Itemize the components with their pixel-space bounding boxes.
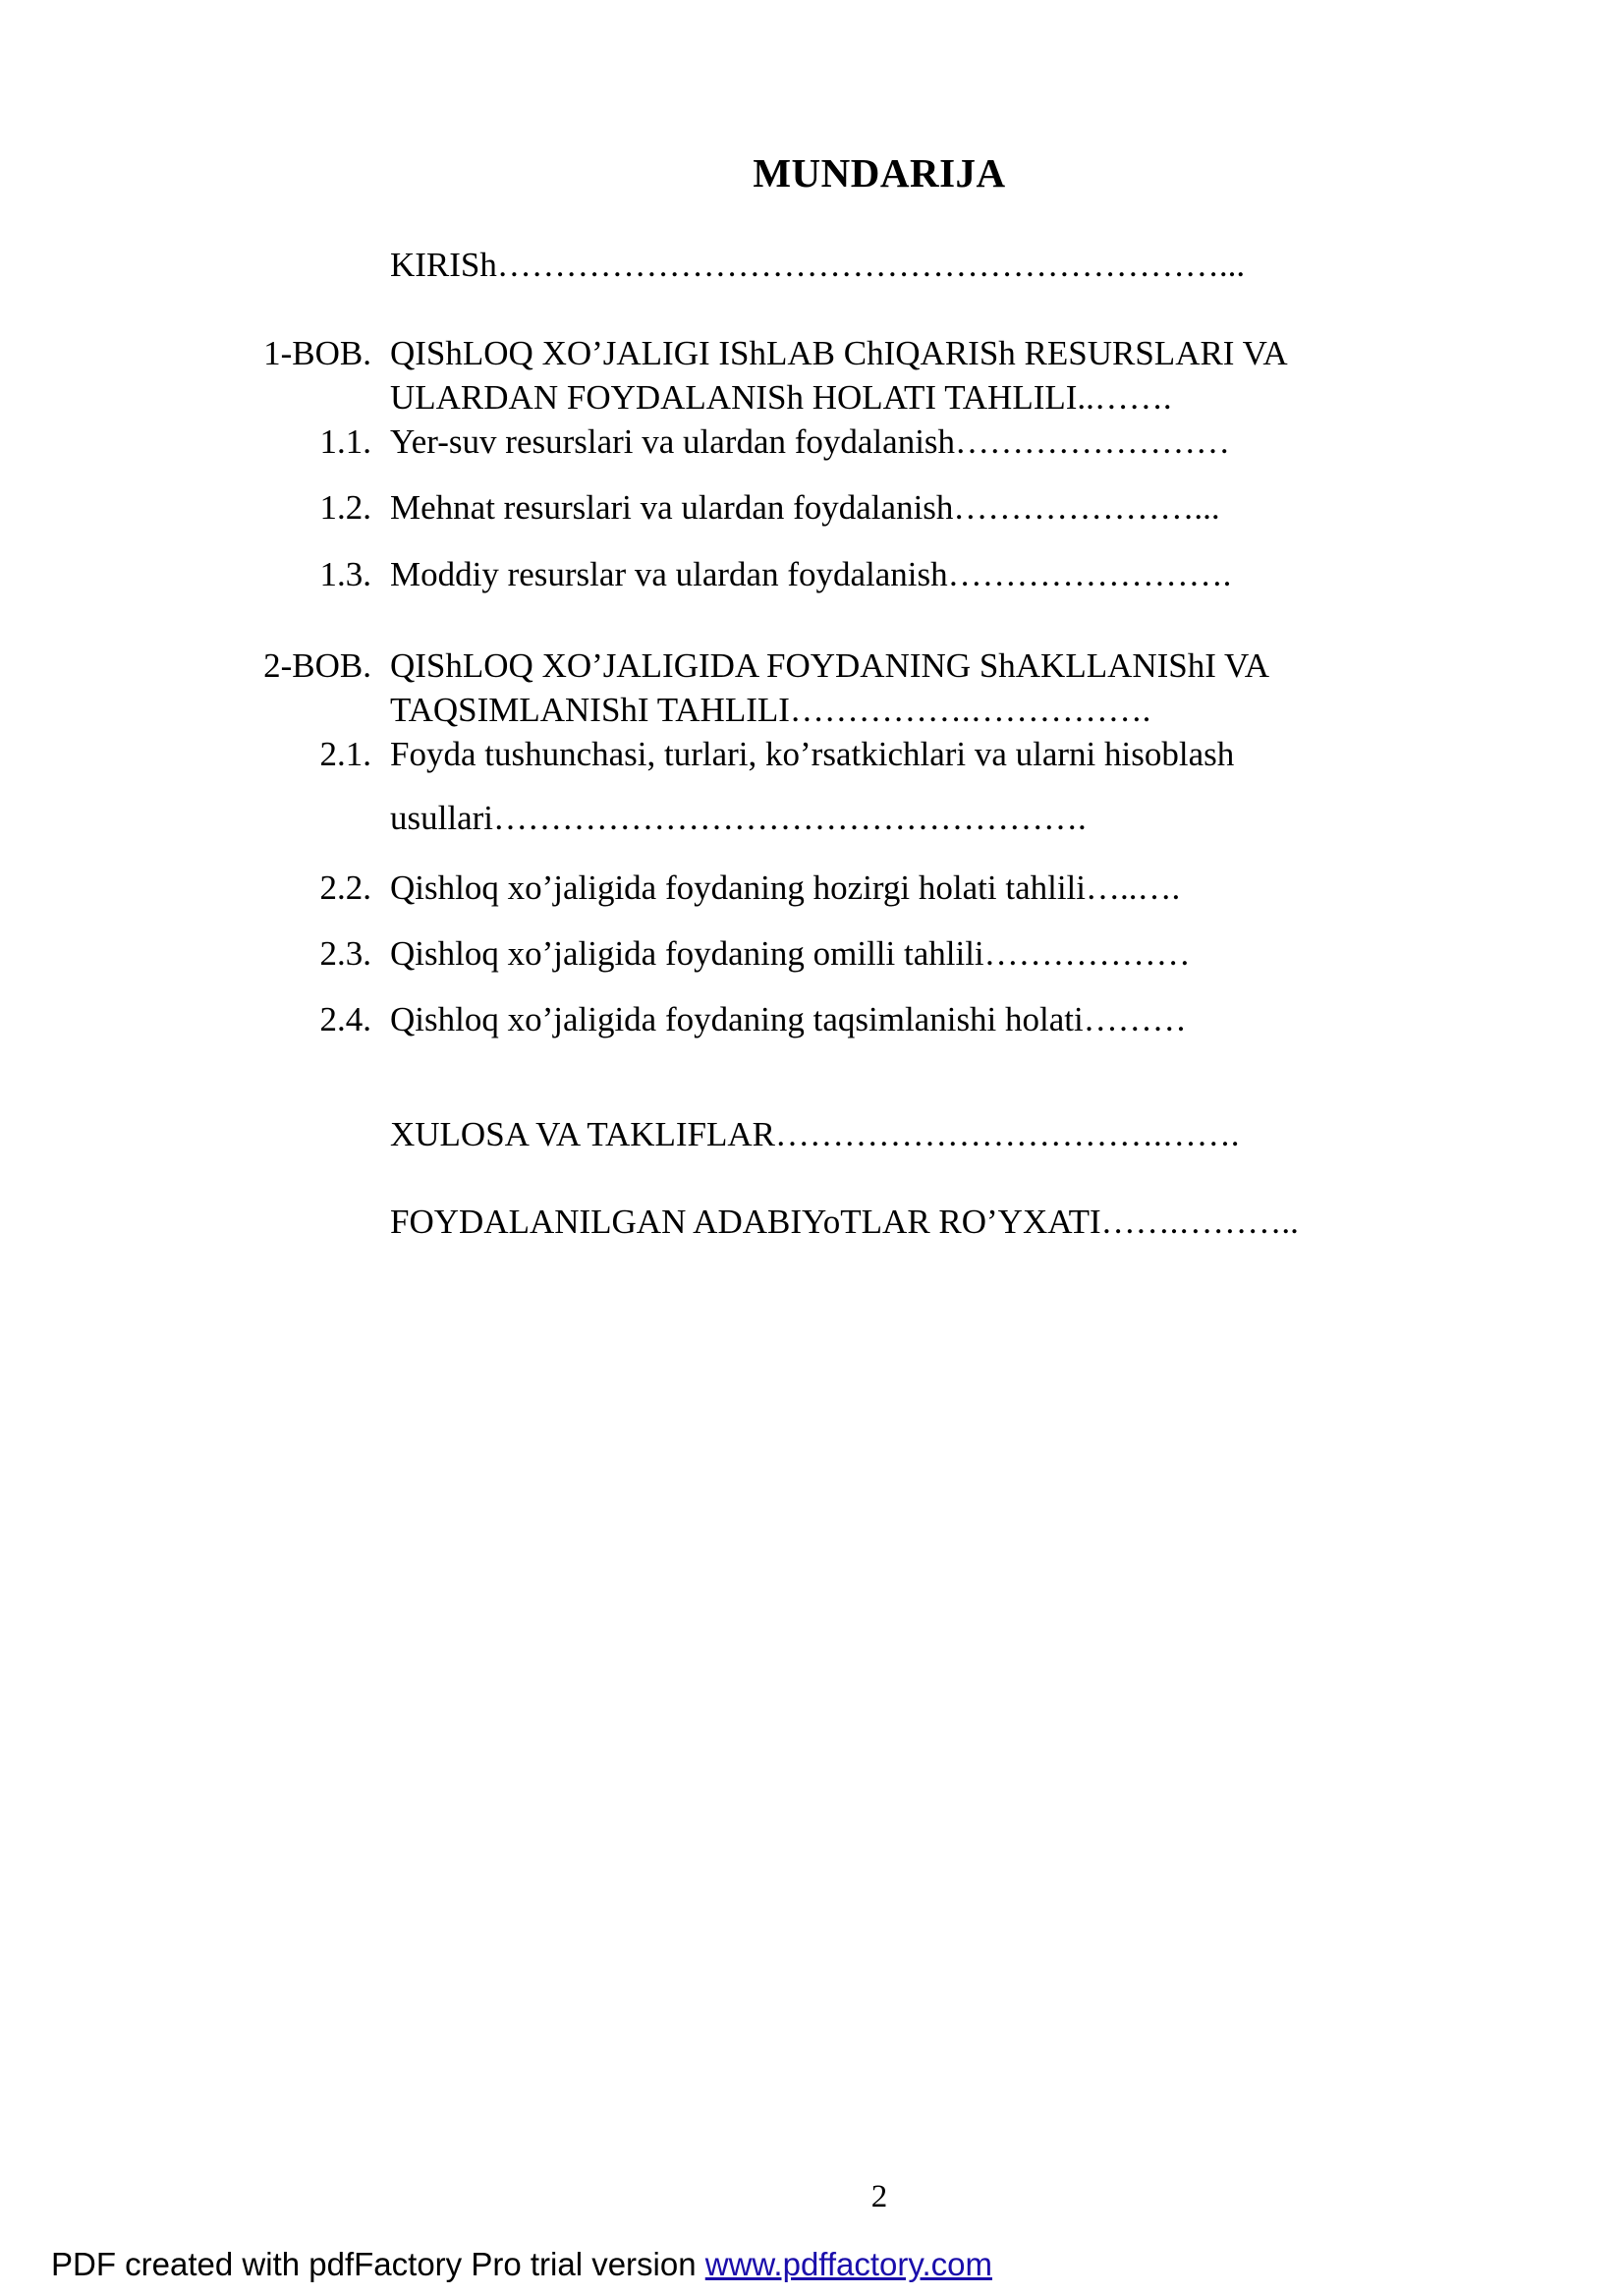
toc-chapter-title: ULARDAN FOYDALANISh HOLATI TAHLILI..……. [390, 378, 1172, 417]
page-title: MUNDARIJA [753, 150, 1006, 196]
toc-entry-references: FOYDALANILGAN ADABIYoTLAR RO’YXATI…….……….. [390, 1203, 1299, 1241]
pdf-footer [51, 2246, 992, 2283]
toc-chapter-number: 1-BOB. [263, 334, 371, 372]
toc-chapter-title: QIShLOQ XO’JALIGI IShLAB ChIQARISh RESURSLARI VA [390, 334, 1288, 372]
toc-chapter-title: QIShLOQ XO’JALIGIDA FOYDANING ShAKLLANIShI VA [390, 646, 1270, 685]
toc-section-number: 2.4. [319, 1000, 371, 1038]
toc-section-number: 2.2. [319, 868, 371, 907]
toc-section-title: Qishloq xo’jaligida foydaning taqsimlanishi holati……… [390, 1000, 1187, 1038]
toc-section-title: Foyda tushunchasi, turlari, ko’rsatkichlari va ularni hisoblash [390, 735, 1235, 773]
page-number: 2 [870, 2179, 888, 2214]
toc-section-number: 2.3. [319, 934, 371, 973]
toc-section-title: Yer-suv resurslari va ulardan foydalanish…………………… [390, 422, 1231, 461]
toc-chapter-number: 2-BOB. [263, 646, 371, 685]
toc-entry-intro: KIRISh………………………………………………………... [390, 246, 1246, 284]
toc-entry-conclusion: XULOSA VA TAKLIFLAR…………………………….……. [390, 1115, 1240, 1153]
footer-text: PDF created with pdfFactory Pro trial version [51, 2246, 705, 2282]
toc-section-title: Moddiy resurslar va ulardan foydalanish……………………. [390, 555, 1232, 593]
toc-section-title: Qishloq xo’jaligida foydaning omilli tahlili……………… [390, 934, 1191, 973]
footer-link[interactable]: www.pdffactory.com [704, 2246, 992, 2282]
toc-section-title-continued: usullari……………………………………………. [390, 799, 1087, 837]
toc-section-number: 2.1. [319, 735, 371, 773]
toc-section-number: 1.3. [319, 555, 371, 593]
toc-section-number: 1.1. [319, 422, 371, 461]
toc-section-title: Mehnat resurslari va ulardan foydalanish…………………... [390, 488, 1220, 527]
toc-section-number: 1.2. [319, 488, 371, 527]
toc-section-title: Qishloq xo’jaligida foydaning hozirgi holati tahlili…..…. [390, 868, 1181, 907]
toc-chapter-title: TAQSIMLANIShI TAHLILI…………….……………. [390, 691, 1151, 729]
